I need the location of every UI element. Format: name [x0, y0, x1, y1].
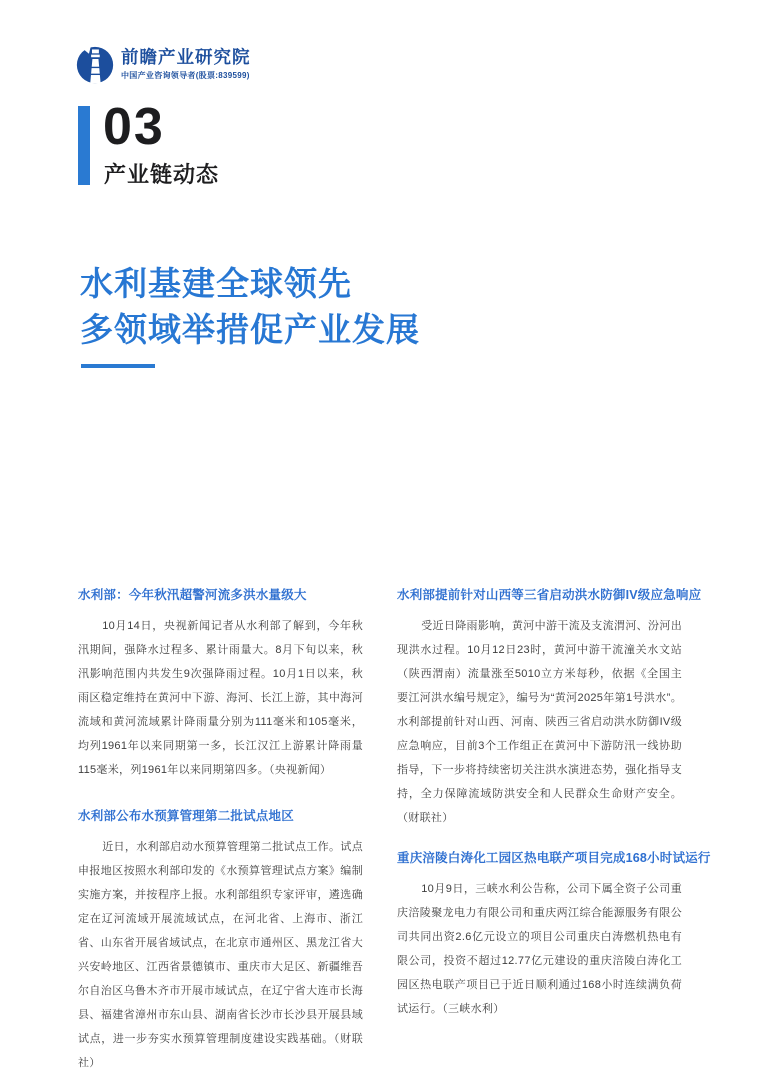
news-column-left: [78, 588, 363, 1075]
chapter-name: 产业链动态: [104, 162, 220, 187]
brand-name: 前瞻产业研究院: [121, 47, 251, 67]
article-heading: 水利部公布水预算管理第二批试点地区: [78, 809, 294, 823]
article-heading: 重庆涪陵白涛化工园区热电联产项目完成168小时试运行: [397, 851, 711, 865]
news-column-right: [397, 588, 711, 1021]
article-body: 10月9日，三峡水利公告称，公司下属全资子公司重庆涪陵聚龙电力有限公司和重庆两江综合能源服务有限公司共同出资2.6亿元设立的项目公司重庆白涛燃机热电有限公司，投资不超过12.77亿元建设的重庆涪陵白涛化工园区热电联产项目已于近日顺利通过168小时连续满负荷试运行。（三峡水利）: [397, 883, 682, 1015]
article-heading: 水利部提前针对山西等三省启动洪水防御IV级应急响应: [397, 588, 702, 602]
page-title-line1: 水利基建全球领先: [80, 265, 352, 302]
chapter-accent-bar: [78, 106, 90, 185]
article-body: 10月14日，央视新闻记者从水利部了解到，今年秋汛期间，强降水过程多、累计雨量大。8月下旬以来，秋汛影响范围内共发生9次强降雨过程。10月1日以来，秋雨区稳定维持在黄河中下游、海河、长江上游，其中海河流域和黄河流域累计降雨量分别为111毫米和105毫米，均列1961年以来同期第一多，长江汉江上游累计降雨量115毫米，列1961年以来同期第四多。（央视新闻）: [78, 620, 363, 776]
brand-tagline: 中国产业咨询领导者(股票:839599): [121, 71, 250, 80]
news-article: [78, 588, 363, 782]
brand-text: [121, 46, 251, 81]
article-heading: 水利部：今年秋汛超警河流多洪水量级大: [78, 588, 307, 602]
article-body: 近日，水利部启动水预算管理第二批试点工作。试点申报地区按照水利部印发的《水预算管理试点方案》编制实施方案，并按程序上报。水利部组织专家评审，遴选确定在辽河流域开展流域试点，在河北省、上海市、浙江省、山东省开展省域试点，在北京市通州区、黑龙江省大兴安岭地区、江西省景德镇市、重庆市大足区、新疆维吾尔自治区乌鲁木齐市开展市域试点，在辽宁省大连市长海县、福建省漳州市东山县、湖南省长沙市长沙县开展县域试点，进一步夯实水预算管理制度建设实践基础。（财联社）: [78, 841, 363, 1069]
lighthouse-logo-icon: [76, 46, 114, 84]
brand-header: [76, 46, 251, 84]
article-body: 受近日降雨影响，黄河中游干流及支流渭河、汾河出现洪水过程。10月12日23时，黄河中游干流潼关水文站（陕西渭南）流量涨至5010立方米每秒，依据《全国主要江河洪水编号规定》，编号为“黄河2025年第1号洪水”。水利部提前针对山西、河南、陕西三省启动洪水防御IV级应急响应，目前3个工作组正在黄河中下游防汛一线协助指导，下一步将持续密切关注洪水演进态势，强化指导支持，全力保障流域防洪安全和人民群众生命财产安全。（财联社）: [397, 620, 682, 824]
page-title: [80, 261, 420, 353]
page-title-line2: 多领域举措促产业发展: [80, 311, 420, 348]
chapter-number: 03: [103, 98, 165, 156]
news-article: [397, 588, 702, 830]
news-article: [78, 809, 363, 1075]
news-article: [397, 851, 711, 1021]
title-underline: [81, 364, 155, 368]
